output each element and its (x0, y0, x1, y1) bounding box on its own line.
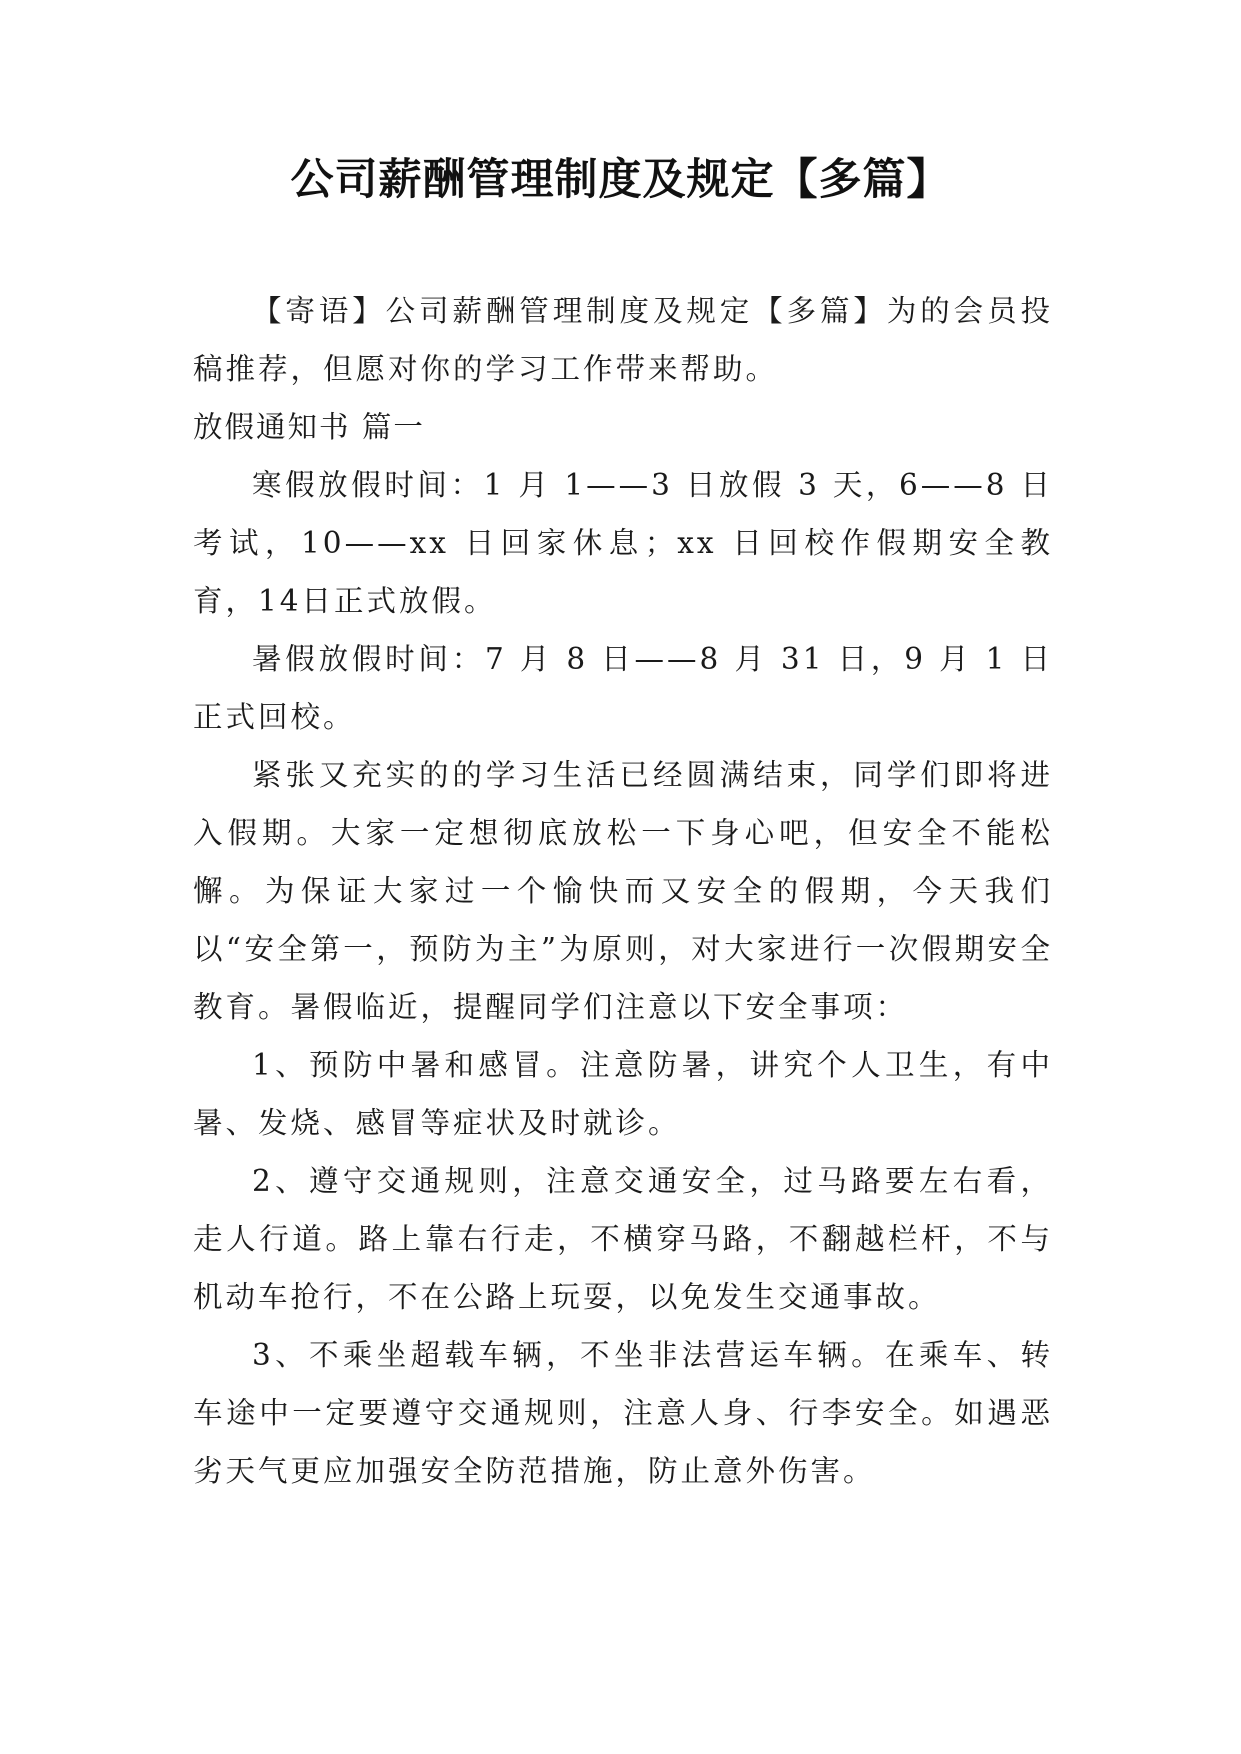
body-paragraph: 寒假放假时间：1 月 1——3 日放假 3 天，6——8 日考试，10——xx 日回家休息；xx 日回校作假期安全教育，14日正式放假。 (193, 468, 1053, 618)
section-heading: 放假通知书 篇一 (193, 410, 425, 444)
document-title: 公司薪酬管理制度及规定【多篇】 (290, 155, 951, 205)
document-body (193, 282, 1053, 1500)
body-paragraph: 暑假放假时间：7 月 8 日——8 月 31 日，9 月 1 日正式回校。 (193, 642, 1053, 734)
body-paragraph: 3、不乘坐超载车辆，不坐非法营运车辆。在乘车、转车途中一定要遵守交通规则，注意人身、行李安全。如遇恶劣天气更应加强安全防范措施，防止意外伤害。 (193, 1338, 1053, 1488)
foreword-paragraph: 【寄语】公司薪酬管理制度及规定【多篇】为的会员投稿推荐，但愿对你的学习工作带来帮助。 (193, 294, 1053, 386)
body-paragraph: 1、预防中暑和感冒。注意防暑，讲究个人卫生，有中暑、发烧、感冒等症状及时就诊。 (193, 1048, 1053, 1140)
body-paragraph: 紧张又充实的的学习生活已经圆满结束，同学们即将进入假期。大家一定想彻底放松一下身心吧，但安全不能松懈。为保证大家过一个愉快而又安全的假期，今天我们以“安全第一，预防为主”为原则，对大家进行一次假期安全教育。暑假临近，提醒同学们注意以下安全事项： (193, 758, 1053, 1024)
body-paragraph: 2、遵守交通规则，注意交通安全，过马路要左右看，走人行道。路上靠右行走，不横穿马路，不翻越栏杆，不与机动车抢行，不在公路上玩耍，以免发生交通事故。 (193, 1164, 1053, 1314)
